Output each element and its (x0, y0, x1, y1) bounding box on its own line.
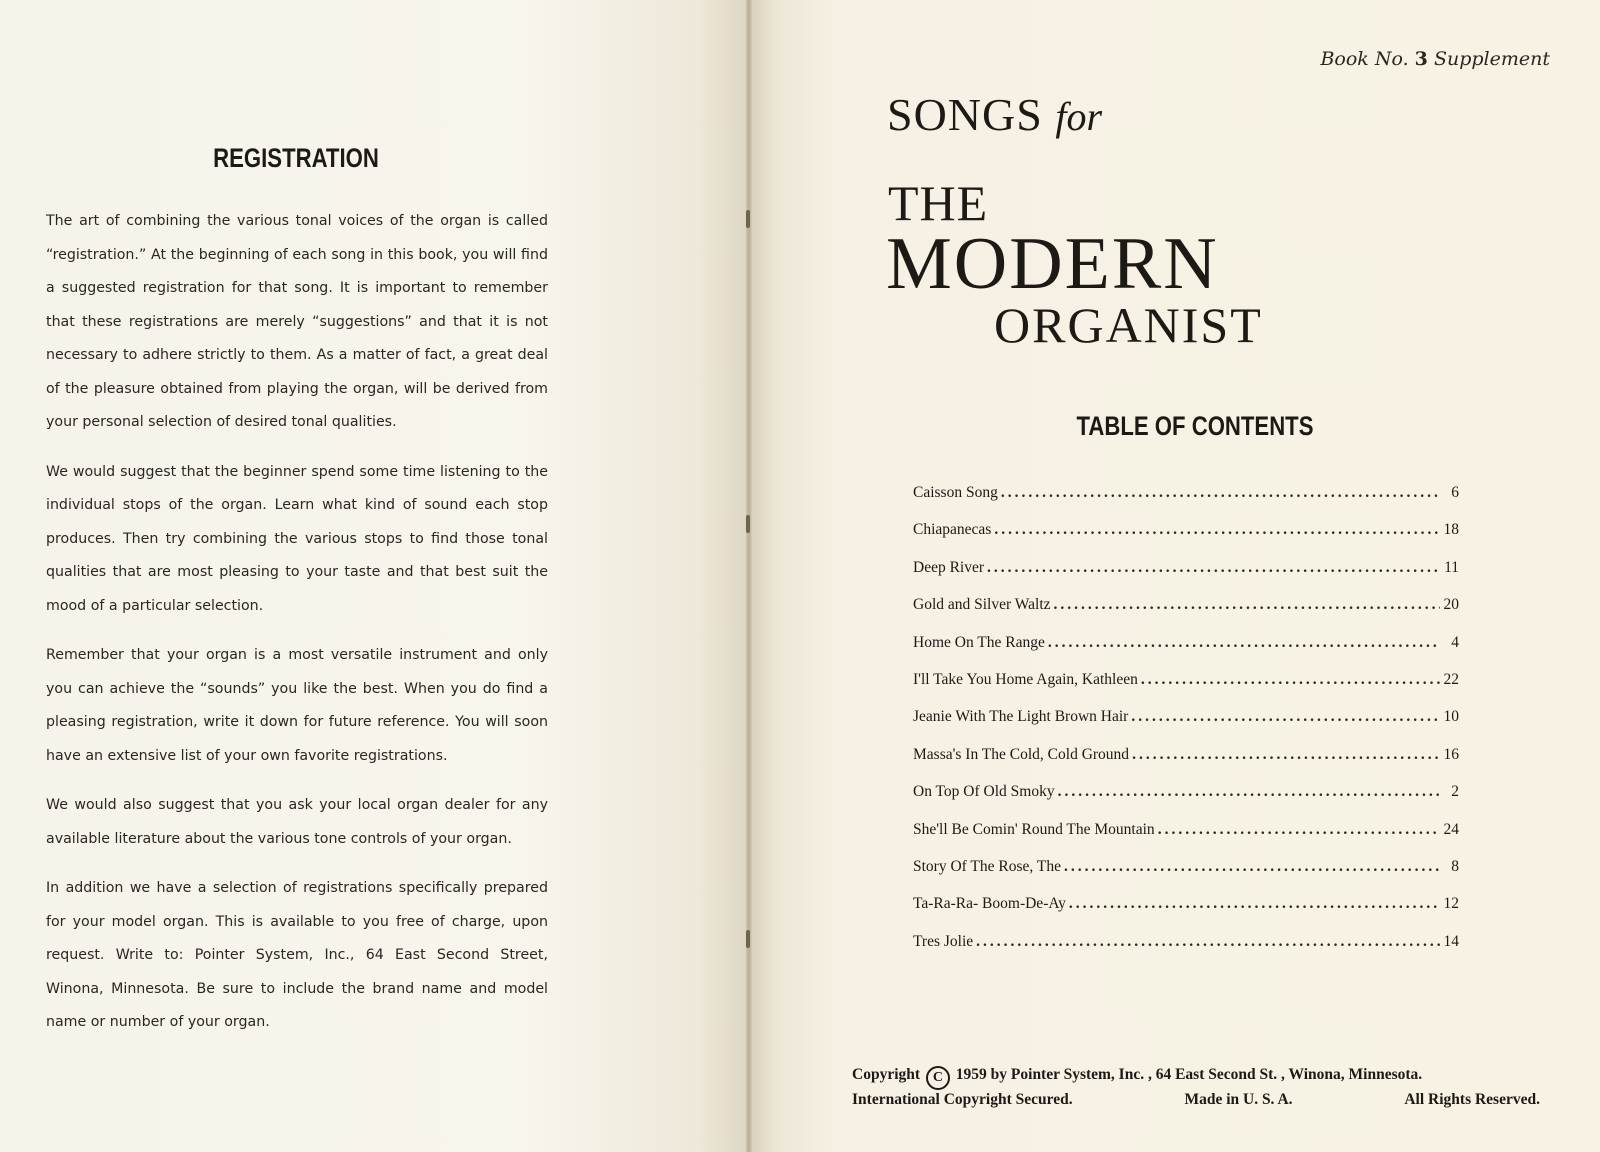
title-the: THE (888, 175, 989, 231)
toc-leader-dots (1131, 708, 1440, 726)
title-songs-for (887, 88, 1102, 141)
toc-entry-page: 6 (1451, 484, 1459, 501)
toc-entry-title: She'll Be Comin' Round The Mountain (913, 820, 1155, 838)
toc-entry-page: 22 (1443, 670, 1459, 688)
toc-entry-title: Deep River (913, 558, 985, 576)
toc-leader-dots (1054, 596, 1440, 614)
toc-entry-page: 10 (1443, 708, 1459, 726)
toc-entry-page: 8 (1451, 857, 1459, 875)
toc-entry-title: Gold and Silver Waltz (913, 596, 1051, 614)
toc-entry-title: Jeanie With The Light Brown Hair (913, 708, 1129, 726)
toc-leader-dots (1069, 895, 1440, 913)
copyright-notice (852, 1065, 1542, 1110)
title-songs: SONGS (887, 89, 1043, 140)
copyright-symbol-icon: C (926, 1066, 950, 1090)
toc-entry-title: Home On The Range (913, 633, 1045, 651)
book-label-number: 3 (1414, 48, 1428, 70)
staple (746, 515, 750, 533)
book-number-label (1320, 48, 1550, 70)
toc-leader-dots (1048, 634, 1440, 652)
toc-entry (913, 634, 1459, 671)
registration-paragraph: Remember that your organ is a most versatile instrument and only you can achieve the “sounds” you like the best. When you do find a pleasing registration, write it down for future reference. You will soon have an extensive list of your own favorite registrations. (46, 647, 548, 764)
toc-entry (913, 746, 1459, 783)
registration-paragraph: The art of combining the various tonal voices of the organ is called “registration.” At the beginning of each song in this book, you will find a suggested registration for that song. It is important to remember that these registrations are merely “suggestions” and that it is not necessary to adhere strictly to them. As a matter of fact, a great deal of the pleasure obtained from playing the organ, will be derived from your personal selection of desired tonal qualities. (46, 213, 548, 430)
toc-entry-page: 11 (1444, 558, 1459, 576)
toc-entry (913, 858, 1459, 895)
toc-leader-dots (976, 933, 1440, 951)
toc-heading: TABLE OF CONTENTS (1076, 411, 1314, 441)
title-organist: ORGANIST (994, 297, 1263, 353)
made-in: Made in U. S. A. (1184, 1091, 1293, 1108)
toc-entry (913, 559, 1459, 596)
toc-entry-page: 18 (1443, 521, 1459, 539)
toc-entry-page: 20 (1443, 596, 1459, 614)
toc-entry-title: Caisson Song (913, 484, 998, 501)
toc-entry-title: Massa's In The Cold, Cold Ground (913, 745, 1130, 763)
toc-leader-dots (1132, 746, 1440, 764)
registration-paragraph: We would suggest that the beginner spend some time listening to the individual stops of the organ. Learn what kind of sound each stop produces. Then try combining the various stops to find those tonal qualities that are most pleasing to your taste and that best suit the mood of a particular selection. (46, 463, 548, 614)
toc-entry-title: I'll Take You Home Again, Kathleen (913, 670, 1138, 688)
book-spine (746, 0, 752, 1152)
toc-entry-title: Tres Jolie (913, 932, 974, 950)
copyright-secured: International Copyright Secured. (852, 1091, 1073, 1108)
toc-entry-title: Chiapanecas (913, 521, 992, 539)
toc-leader-dots (1058, 783, 1440, 801)
toc-leader-dots (994, 521, 1440, 539)
registration-heading: REGISTRATION (213, 143, 379, 173)
toc-entry-page: 2 (1451, 783, 1459, 801)
registration-paragraph: In addition we have a selection of registrations specifically prepared for your model organ. This is available to you free of charge, upon request. Write to: Pointer System, Inc., 64 East Second Street, Winona, Minnesota. Be sure to include the brand name and model name or number of your organ. (46, 880, 548, 1030)
staple (746, 210, 750, 228)
toc-leader-dots (1001, 484, 1440, 502)
toc-entry (913, 821, 1459, 858)
copyright-text: 1959 by Pointer System, Inc. , 64 East Second St. , Winona, Minnesota. (955, 1066, 1423, 1083)
table-of-contents (913, 484, 1459, 970)
toc-entry-page: 12 (1443, 895, 1459, 913)
toc-leader-dots (1064, 858, 1440, 876)
title-for: for (1055, 94, 1103, 139)
toc-leader-dots (987, 559, 1440, 577)
toc-entry (913, 783, 1459, 820)
registration-paragraph: We would also suggest that you ask your local organ dealer for any available literature about the various tone controls of your organ. (46, 797, 548, 847)
toc-entry (913, 708, 1459, 745)
toc-entry-page: 14 (1443, 932, 1459, 950)
toc-entry (913, 895, 1459, 932)
toc-entry-title: Ta-Ra-Ra- Boom-De-Ay (913, 895, 1066, 913)
title-modern: MODERN (886, 223, 1219, 305)
toc-entry-page: 4 (1451, 633, 1459, 651)
toc-entry-title: On Top Of Old Smoky (913, 783, 1055, 801)
book-label-suffix: Supplement (1433, 48, 1550, 70)
toc-entry (913, 671, 1459, 708)
toc-entry (913, 484, 1459, 521)
registration-body (46, 205, 548, 1056)
staple (746, 930, 750, 948)
book-label-prefix: Book No. (1320, 48, 1409, 70)
copyright-prefix: Copyright (852, 1066, 921, 1083)
toc-entry (913, 596, 1459, 633)
toc-entry-title: Story Of The Rose, The (913, 857, 1061, 875)
toc-leader-dots (1141, 671, 1440, 689)
toc-entry (913, 933, 1459, 970)
toc-entry (913, 521, 1459, 558)
toc-entry-page: 24 (1443, 820, 1459, 838)
toc-entry-page: 16 (1443, 745, 1459, 763)
left-page (0, 0, 750, 1152)
all-rights-reserved: All Rights Reserved. (1404, 1091, 1540, 1108)
toc-leader-dots (1158, 821, 1440, 839)
